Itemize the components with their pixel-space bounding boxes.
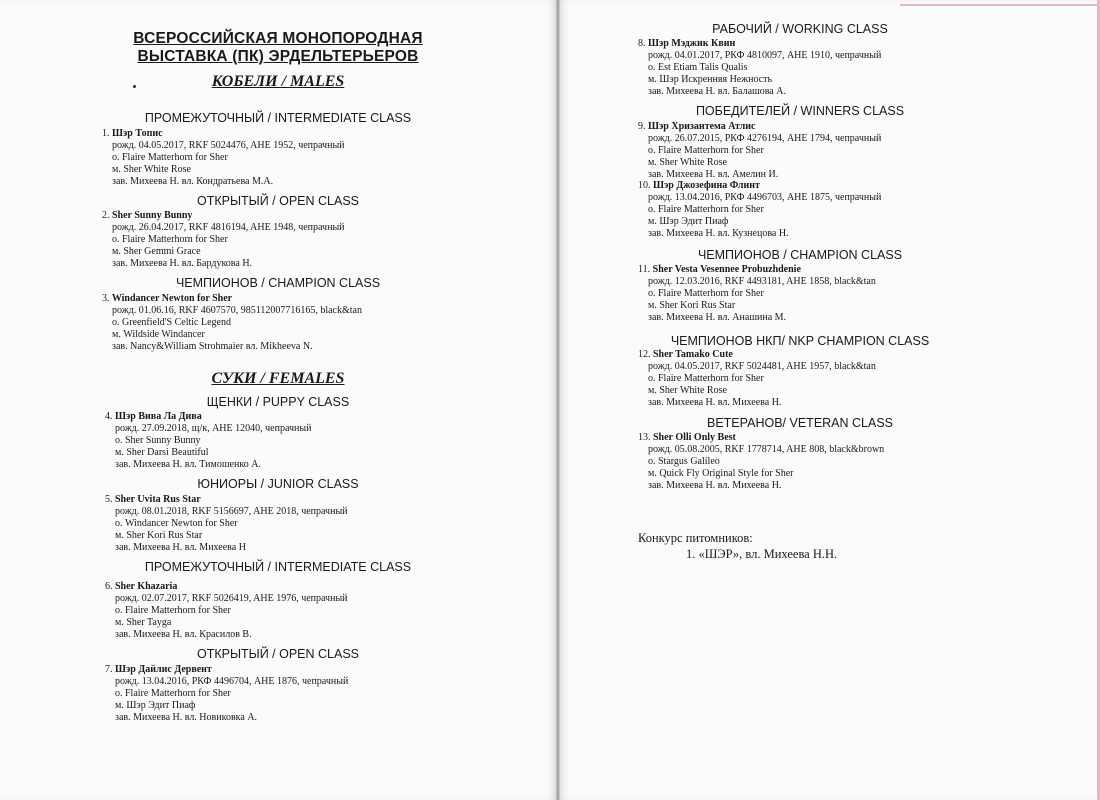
entry-detail-line: рожд. 04.01.2017, РКФ 4810097, AHE 1910, чепрачный [648,50,882,61]
entry-number: 5. [105,494,113,505]
entry-detail-line: м. Sher White Rose [112,164,191,175]
pink-top-edge [900,4,1100,6]
entry-name: Sher Sunny Bunny [109,210,193,221]
entry-dog-name [638,38,881,50]
entry-detail-line: рожд. 27.09.2018, щ/к, AHE 12040, чепрачный [115,423,312,434]
entry-detail-line: м. Quick Fly Original Style for Sher [648,468,794,479]
entry-detail-line: о. Flaire Matterhorn for Sher [112,152,228,163]
class-heading-m-champion: ЧЕМПИОНОВ / CHAMPION CLASS [175,276,381,290]
entry-dog-name [638,349,876,361]
entry-detail-line: м. Sher White Rose [648,385,727,396]
class-heading-f-winners: ПОБЕДИТЕЛЕЙ / WINNERS CLASS [695,104,905,118]
entry-name: Шэр Джозефина Флинт [650,180,760,191]
entry-detail-line: зав. Михеева Н. вл. Бардукова Н. [112,258,253,269]
entry-9 [638,121,881,181]
entry-detail-line: рожд. 12.03.2016, RKF 4493181, AHE 1858, black&tan [648,276,876,287]
entry-dog-name [105,494,348,506]
entry-detail-line: о. Flaire Matterhorn for Sher [648,288,764,299]
entry-number: 12. [638,349,651,360]
entry-number: 4. [105,411,113,422]
entry-number: 7. [105,664,113,675]
entry-2 [102,210,345,270]
entry-number: 2. [102,210,110,221]
entry-number: 1. [102,128,110,139]
entry-detail-line: зав. Михеева Н. вл. Кузнецова Н. [648,228,789,239]
entry-detail-line: зав. Михеева Н. вл. Новиковка А. [115,712,258,723]
entry-dog-name [638,432,884,444]
entry-3 [102,293,362,353]
entry-detail-line: м. Wildside Windancer [112,329,205,340]
entry-name: Sher Tamako Cute [650,349,733,360]
entry-detail-line: м. Sher White Rose [648,157,727,168]
entry-detail-line: о. Flaire Matterhorn for Sher [648,145,764,156]
catalog-title-line2: ВЫСТАВКА (ПК) ЭРДЕЛЬТЕРЬЕРОВ [137,48,419,65]
entry-7 [105,664,348,724]
entry-detail-line: м. Sher Kori Rus Star [115,530,203,541]
entry-detail-line: о. Stargus Galileo [648,456,720,467]
class-heading-f-puppy: ЩЕНКИ / PUPPY CLASS [206,395,350,409]
entry-detail-line: о. Flaire Matterhorn for Sher [115,688,231,699]
entry-number: 13. [638,432,651,443]
class-heading-f-veteran: ВЕТЕРАНОВ/ VETERAN CLASS [706,416,894,430]
entry-name: Шэр Топис [109,128,163,139]
entry-number: 6. [105,581,113,592]
entry-name: Шэр Вива Ла Дива [112,411,202,422]
entry-number: 8. [638,38,646,49]
kennel-contest-heading: Конкурс питомников: [638,531,753,545]
entry-detail-line: м. Sher Kori Rus Star [648,300,736,311]
entry-detail-line: м. Шэр Искренняя Нежность [648,74,773,85]
females-heading: СУКИ / FEMALES [211,370,345,387]
entry-detail-line: о. Sher Sunny Bunny [115,435,201,446]
entry-detail-line: зав. Михеева Н. вл. Кондратьева М.А. [112,176,274,187]
entry-detail-line: о. Flaire Matterhorn for Sher [112,234,228,245]
entry-detail-line: зав. Михеева Н. вл. Анашина М. [648,312,787,323]
entry-detail-line: рожд. 04.05.2017, RKF 5024476, AHE 1952, чепрачный [112,140,345,151]
catalog-title-line1: ВСЕРОССИЙСКАЯ МОНОПОРОДНАЯ [133,30,423,47]
entry-name: Sher Vesta Vesennee Probuzhdenie [650,264,801,275]
entry-detail-line: зав. Михеева Н. вл. Михеева Н. [648,480,782,491]
entry-name: Sher Uvita Rus Star [112,494,201,505]
class-heading-f-intermediate: ПРОМЕЖУТОЧНЫЙ / INTERMEDIATE CLASS [144,560,412,574]
entry-detail-line: о. Flaire Matterhorn for Sher [648,204,764,215]
entry-name: Windancer Newton for Sher [109,293,233,304]
entry-name: Шэр Дайлис Дервент [112,664,212,675]
entry-detail-line: рожд. 08.01.2018, RKF 5156697, AHE 2018, чепрачный [115,506,348,517]
entry-1 [102,128,345,188]
entry-dog-name [105,411,311,423]
entry-detail-line: рожд. 05.08.2005, RKF 1778714, AHE 808, black&brown [648,444,885,455]
entry-detail-line: рожд. 01.06.16, RKF 4607570, 985112007716165, black&tan [112,305,362,316]
entry-10 [638,180,881,240]
entry-detail-line: зав. Михеева Н. вл. Тимошенко А. [115,459,261,470]
entry-detail-line: рожд. 26.07.2015, РКФ 4276194, AHE 1794, чепрачный [648,133,882,144]
entry-detail-line: рожд. 13.04.2016, РКФ 4496704, AHE 1876, чепрачный [115,676,349,687]
entry-number: 9. [638,121,646,132]
entry-6 [105,581,348,641]
entry-detail-line: рожд. 13.04.2016, РКФ 4496703, AHE 1875, чепрачный [648,192,882,203]
entry-4 [105,411,311,471]
entry-detail-line: рожд. 04.05.2017, RKF 5024481, AHE 1957, black&tan [648,361,876,372]
class-heading-f-open: ОТКРЫТЫЙ / OPEN CLASS [196,647,360,661]
class-heading-m-intermediate: ПРОМЕЖУТОЧНЫЙ / INTERMEDIATE CLASS [144,111,412,125]
entry-detail-line: м. Sher Tayga [115,617,172,628]
entry-dog-name [102,210,345,222]
entry-detail-line: зав. Михеева Н. вл. Амелин И. [648,169,779,180]
class-heading-f-junior: ЮНИОРЫ / JUNIOR CLASS [197,477,359,491]
kennel-contest-item: 1. «ШЭР», вл. Михеева Н.Н. [686,547,838,561]
entry-5 [105,494,348,554]
entry-detail-line: зав. Михеева Н. вл. Красилов В. [115,629,252,640]
kennel-contest [638,530,837,562]
entry-dog-name [638,121,881,133]
entry-dog-name [638,180,881,192]
entry-name: Шэр Мэджик Квин [645,38,736,49]
entry-detail-line: о. Est Etiam Talis Qualis [648,62,748,73]
entry-detail-line: м. Sher Darsi Beautiful [115,447,209,458]
entry-13 [638,432,884,492]
entry-detail-line: рожд. 26.04.2017, RKF 4816194, AHE 1948, чепрачный [112,222,345,233]
entry-dog-name [102,128,345,140]
entry-name: Шэр Хризантема Атлис [645,121,756,132]
class-heading-m-open: ОТКРЫТЫЙ / OPEN CLASS [196,194,360,208]
entry-name: Sher Olli Only Best [650,432,736,443]
entry-dog-name [638,264,876,276]
entry-11 [638,264,876,324]
class-heading-f-champion: ЧЕМПИОНОВ / CHAMPION CLASS [697,248,903,262]
class-heading-f-working: РАБОЧИЙ / WORKING CLASS [712,22,888,36]
entry-detail-line: зав. Nancy&William Strohmaier вл. Mikheeva N. [112,341,313,352]
entry-number: 10. [638,180,651,191]
entry-number: 11. [638,264,651,275]
right-page [560,0,1100,800]
entry-detail-line: о. Flaire Matterhorn for Sher [115,605,231,616]
entry-detail-line: о. Greenfield'S Celtic Legend [112,317,231,328]
entry-8 [638,38,881,98]
class-heading-f-nkp-champion: ЧЕМПИОНОВ НКП/ NKP CHAMPION CLASS [670,334,930,348]
entry-detail-line: м. Sher Gemmi Grace [112,246,201,257]
entry-12 [638,349,876,409]
entry-dog-name [105,581,348,593]
entry-name: Sher Khazaria [112,581,178,592]
entry-detail-line: м. Шэр Эдит Пиаф [115,700,196,711]
males-heading: КОБЕЛИ / MALES [211,73,345,90]
entry-detail-line: зав. Михеева Н. вл. Михеева Н. [648,397,782,408]
entry-dog-name [102,293,362,305]
entry-detail-line: о. Flaire Matterhorn for Sher [648,373,764,384]
entry-dog-name [105,664,348,676]
entry-detail-line: рожд. 02.07.2017, RKF 5026419, AHE 1976, чепрачный [115,593,348,604]
entry-number: 3. [102,293,110,304]
entry-detail-line: м. Шэр Эдит Пиаф [648,216,729,227]
entry-detail-line: зав. Михеева Н. вл. Балашова А. [648,86,786,97]
entry-detail-line: зав. Михеева Н. вл. Михеева Н [115,542,246,553]
entry-detail-line: о. Windancer Newton for Sher [115,518,238,529]
